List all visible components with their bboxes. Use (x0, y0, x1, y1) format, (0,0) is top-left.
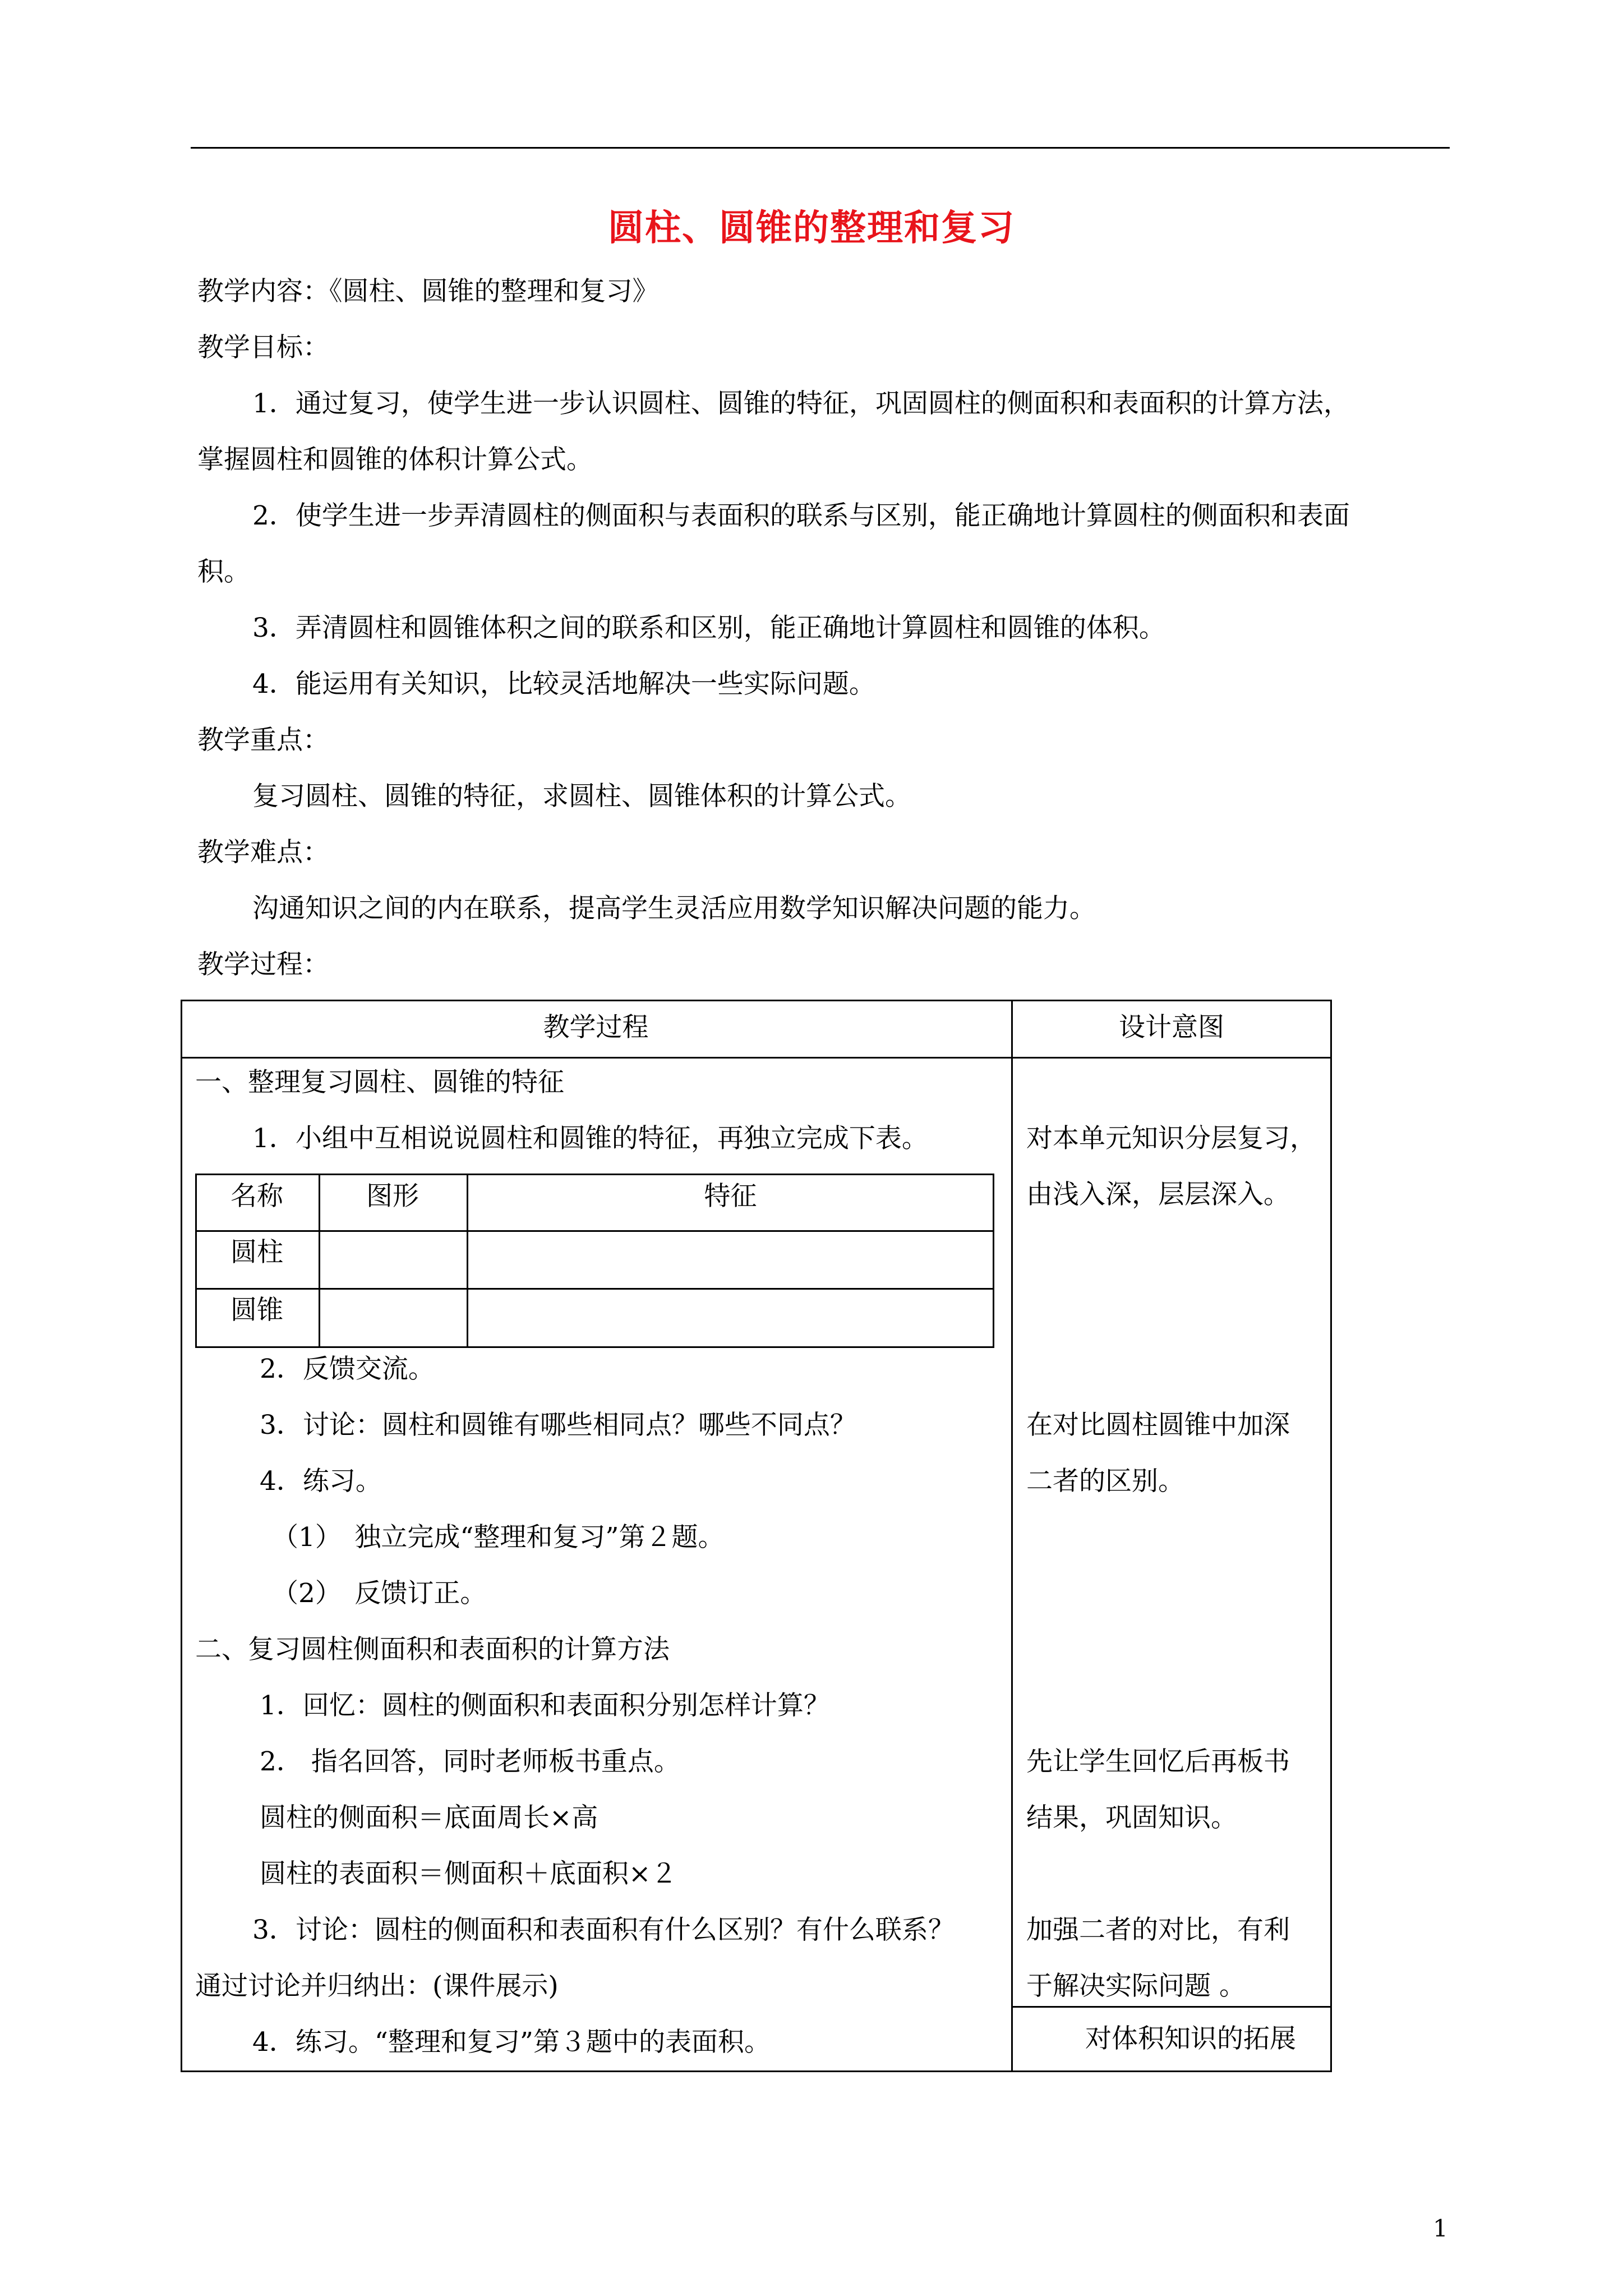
right-column-divider (1011, 2006, 1332, 2008)
goal-1b: 掌握圆柱和圆锥的体积计算公式。 (197, 444, 593, 475)
process-table-header-divider (181, 1057, 1332, 1059)
inner-row-cone: 圆锥 (230, 1295, 283, 1326)
inner-table-row-divider (195, 1230, 994, 1232)
goal-2a: 2．使学生进一步弄清圆柱的侧面积与表面积的联系与区别，能正确地计算圆柱的侧面积和表面 (252, 500, 1350, 531)
intent-5: 对体积知识的拓展 (1085, 2023, 1296, 2054)
inner-table-row-divider (195, 1288, 994, 1290)
intent-3a: 先让学生回忆后再板书 (1026, 1746, 1290, 1777)
section-2-heading: 二、复习圆柱侧面积和表面积的计算方法 (195, 1634, 670, 1665)
step-1-4-2: （2） 反馈订正。 (272, 1578, 487, 1609)
intent-2a: 在对比圆柱圆锥中加深 (1026, 1410, 1290, 1441)
page-number: 1 (1433, 2215, 1448, 2242)
formula-surface-area: 圆柱的表面积＝侧面积＋底面积×２ (260, 1858, 677, 1889)
inner-header-shape: 图形 (366, 1181, 419, 1212)
inner-row-cylinder: 圆柱 (230, 1237, 283, 1268)
step-1-4-1: （1） 独立完成“整理和复习”第２题。 (272, 1522, 725, 1553)
inner-header-name: 名称 (230, 1181, 283, 1212)
step-2-3-cont: 通过讨论并归纳出：(课件展示) (195, 1971, 559, 2001)
header-rule (191, 147, 1450, 149)
formula-lateral-area: 圆柱的侧面积＝底面周长×高 (260, 1802, 598, 1833)
goal-2b: 积。 (197, 556, 250, 587)
content-line: 教学内容：《圆柱、圆锥的整理和复习》 (197, 276, 659, 307)
step-2-2: 2． 指名回答，同时老师板书重点。 (260, 1746, 680, 1777)
page-title: 圆柱、圆锥的整理和复习 (608, 207, 1015, 249)
key-text: 复习圆柱、圆锥的特征，求圆柱、圆锥体积的计算公式。 (252, 781, 911, 812)
intent-3b: 结果，巩固知识。 (1026, 1802, 1237, 1833)
intent-1b: 由浅入深，层层深入。 (1026, 1179, 1290, 1210)
section-1-heading: 一、整理复习圆柱、圆锥的特征 (195, 1067, 564, 1098)
inner-header-feature: 特征 (704, 1181, 757, 1212)
goal-4: 4．能运用有关知识，比较灵活地解决一些实际问题。 (252, 669, 875, 700)
goal-3: 3．弄清圆柱和圆锥体积之间的联系和区别，能正确地计算圆柱和圆锥的体积。 (252, 613, 1165, 643)
intent-4b: 于解决实际问题 。 (1026, 1971, 1246, 2001)
goals-label: 教学目标： (197, 332, 329, 363)
header-right: 设计意图 (1119, 1012, 1224, 1043)
goal-1a: 1．通过复习，使学生进一步认识圆柱、圆锥的特征，巩固圆柱的侧面积和表面积的计算方法， (252, 388, 1350, 419)
step-2-4: 4．练习。“整理和复习”第３题中的表面积。 (252, 2027, 771, 2058)
process-label: 教学过程： (197, 949, 329, 980)
step-2-3: 3．讨论：圆柱的侧面积和表面积有什么区别？有什么联系？ (252, 1915, 955, 1945)
step-1-1: 1．小组中互相说说圆柱和圆锥的特征，再独立完成下表。 (252, 1123, 928, 1154)
difficulty-text: 沟通知识之间的内在联系，提高学生灵活应用数学知识解决问题的能力。 (252, 893, 1096, 924)
step-1-4: 4．练习。 (260, 1466, 382, 1497)
header-left: 教学过程 (543, 1012, 649, 1043)
process-table-column-divider (1011, 1000, 1013, 2072)
step-1-3: 3．讨论：圆柱和圆锥有哪些相同点？哪些不同点？ (260, 1410, 856, 1441)
step-2-1: 1．回忆：圆柱的侧面积和表面积分别怎样计算？ (260, 1690, 830, 1721)
step-1-2: 2．反馈交流。 (260, 1354, 435, 1384)
intent-4a: 加强二者的对比，有利 (1026, 1915, 1290, 1945)
difficulty-label: 教学难点： (197, 837, 329, 868)
intent-1a: 对本单元知识分层复习， (1026, 1123, 1316, 1154)
key-label: 教学重点： (197, 725, 329, 756)
intent-2b: 二者的区别。 (1026, 1466, 1184, 1497)
